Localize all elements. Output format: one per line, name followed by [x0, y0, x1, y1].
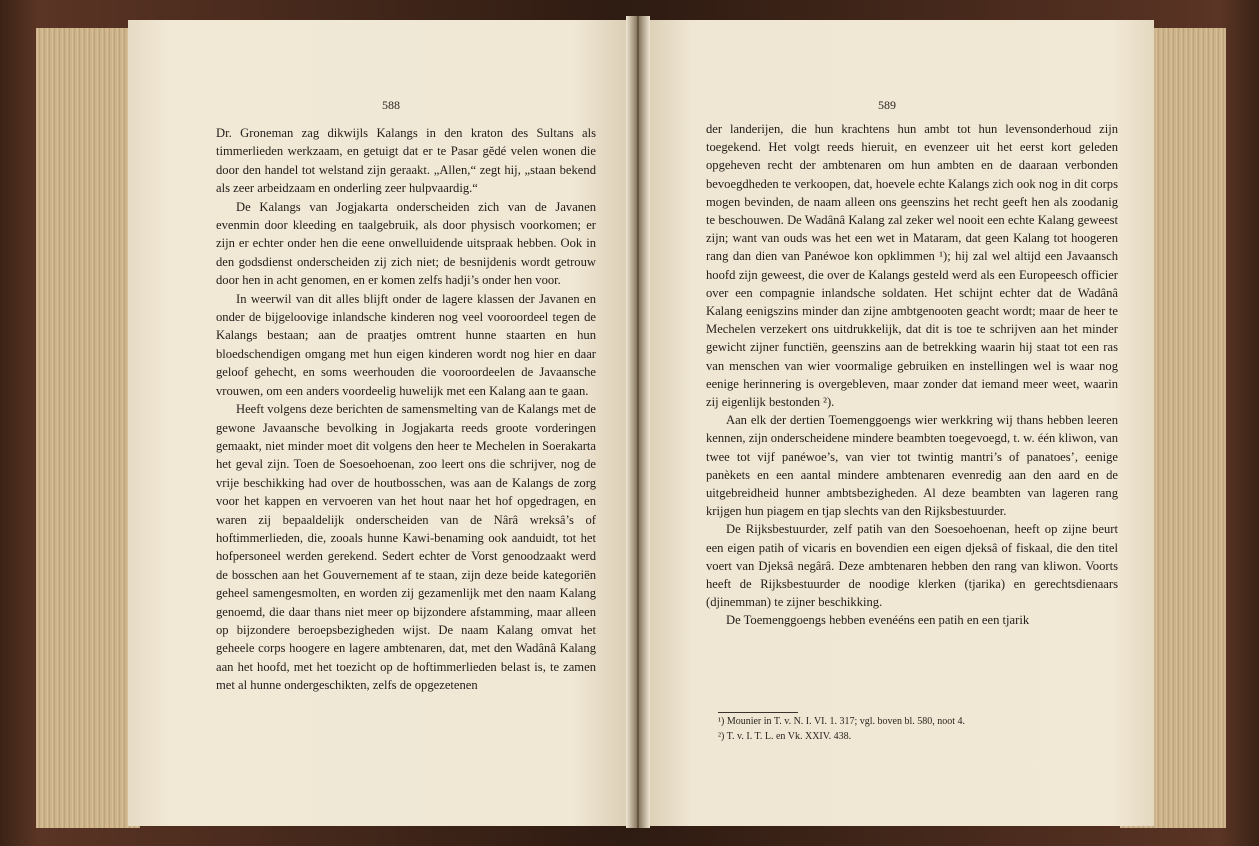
footnote-rule: [718, 712, 798, 713]
footnote: ²) T. v. I. T. L. en Vk. XXIV. 438.: [718, 731, 852, 742]
page-edges-left: [36, 28, 140, 828]
paragraph: Aan elk der dertien Toemenggoengs wier werkkring wij thans hebben leeren kennen, zijn onderscheidene mindere beambten toegevoegd, t. w. één kliwon, van twee tot vijf panéwoe’s, van vier tot twintig mantri’s of panatoes’, eenige panèkets en een aantal mindere ambtenaren evenredig aan den aard en de uitgebreidheid hunner ambtsbezigheden. Al deze beambten van lageren rang krijgen hun piagem en tjap slechts van den Rijksbestuurder.: [706, 413, 1118, 519]
paragraph: Heeft volgens deze berichten de samensmelting van de Kalangs met de gewone Javaansche bevolking in Jogjakarta reeds groote vorderingen gemaakt, niet minder moet dit volgens den heer te Mechelen in Soerakarta het geval zijn. Toen de Soesoehoenan, zoo leert ons die schrijver, nog de vrije beschikking had over de houtbosschen, was aan de Kalangs de zorg voor het kappen en vervoeren van het hout naar het hof opgedragen, en waren zij bepaaldelijk onderscheiden van de Nârâ wreksâ’s of hoftimmerlieden, die, zooals hunne Kawi-benaming ook aanduidt, tot het hofpersoneel werden gerekend. Sedert echter de Vorst genoodzaakt werd de bosschen aan het Gouvernement af te staan, zijn deze beide kategoriën geheel samengesmolten, en worden zij gezamenlijk met den naam Kalang genoemd, die daar thans niet meer op bijzondere afstamming, maar alleen op bijzondere beroepsbezigheden wijst. De naam Kalang omvat het geheele corps hoogere en lagere ambtenaren, dat, met den Wadânâ Kalang aan het hoofd, met het toezicht op de hoftimmerlieden belast is, te zamen met al hunne ondergeschikten, zelfs de opgezetenen: [216, 402, 596, 693]
book-gutter: [626, 16, 650, 828]
left-page-number: 588: [382, 98, 400, 112]
paragraph: der landerijen, die hun krachtens hun ambt tot hun levensonderhoud zijn toegekend. Het volgt reeds hieruit, en evenzeer uit het eerst kort geleden opgeheven recht der ambtenaren om hun ambten en de daaraan verbonden bevoegdheden te verkoopen, dat, hoevele echte Kalangs zich ook nog in dit corps mogen bevinden, de naam alleen ons geenszins het recht geeft hen als zoodanig te beschouwen. De Wadânâ Kalang zal zeker wel nooit een echte Kalang geweest zijn; want van ouds was het een wet in Mataram, dat geen Kalang tot hoogeren rang dan dien van Panéwoe kon opklimmen ¹); hij zal wel altijd een Javaansch hoofd zijn geweest, die over de Kalangs gesteld werd als een Europeesch officier over een compagnie inlandsche soldaten. Het schijnt echter dat de Wadânâ Kalang eenigszins minder dan zijne ambtgenooten geacht wordt; maar de heer te Mechelen verzekert ons uitdrukkelijk, dat dit is toe te schrijven aan het minder gewicht zijner functiën, geenszins aan de betrekking waarin hij staat tot een ras van menschen van wier voormalige gebruiken en instellingen wel is waar nog eenige herinnering is overgebleven, maar zonder dat iemand meer weet, waarin zij eigenlijk bestonden ²).: [706, 122, 1118, 410]
paragraph: De Rijksbestuurder, zelf patih van den Soesoehoenan, heeft op zijne beurt een eigen patih of vicaris en bovendien een eigen djeksâ of fiskaal, die den titel voert van Djeksâ negârâ. Deze ambtenaren hebben den rang van kliwon. Voorts heeft de Rijksbestuurder de noodige klerken (tjarika) en gerechtsdienaars (djinemman) te zijner beschikking.: [706, 522, 1118, 610]
paragraph: De Kalangs van Jogjakarta onderscheiden zich van de Javanen evenmin door kleeding en taalgebruik, als door physisch voorkomen; er zijn er echter onder hen die eene onwelluidende uitspraak hebben. Ook in den godsdienst onderscheiden zij zich niet; de besnijdenis wordt getrouw door hen in acht genomen, en er komen zelfs hadji’s onder hen voor.: [216, 199, 596, 288]
paragraph: In weerwil van dit alles blijft onder de lagere klassen der Javanen en onder de bijgeloovige inlandsche kinderen nog veel vooroordeel tegen de Kalangs bestaan; aan de praatjes omtrent hunne staarten en hun bloedschendigen omgang met hun eigen kinderen wordt nog hier en daar geloof gehecht, en soms weerhouden die vooroordeelen de Javaansche vrouwen, om een anders voordeelig huwelijk met een Kalang aan te gaan.: [216, 291, 596, 398]
paragraph: De Toemenggoengs hebben evenééns een patih en een tjarik: [726, 613, 1030, 628]
paragraph: Dr. Groneman zag dikwijls Kalangs in den kraton des Sultans als timmerlieden werkzaam, en getuigt dat er te Pasar gĕdé velen wonen die door den handel tot welstand zijn geraakt. „Allen,“ zegt hij, „staan bekend als zeer arbeidzaam en onderling zeer hulpvaardig.“: [216, 126, 596, 196]
left-page-body: [216, 124, 596, 695]
right-page-number: 589: [878, 98, 896, 112]
right-page-body: [706, 120, 1118, 630]
footnote: ¹) Mounier in T. v. N. I. VI. 1. 317; vgl. boven bl. 580, noot 4.: [718, 716, 966, 727]
